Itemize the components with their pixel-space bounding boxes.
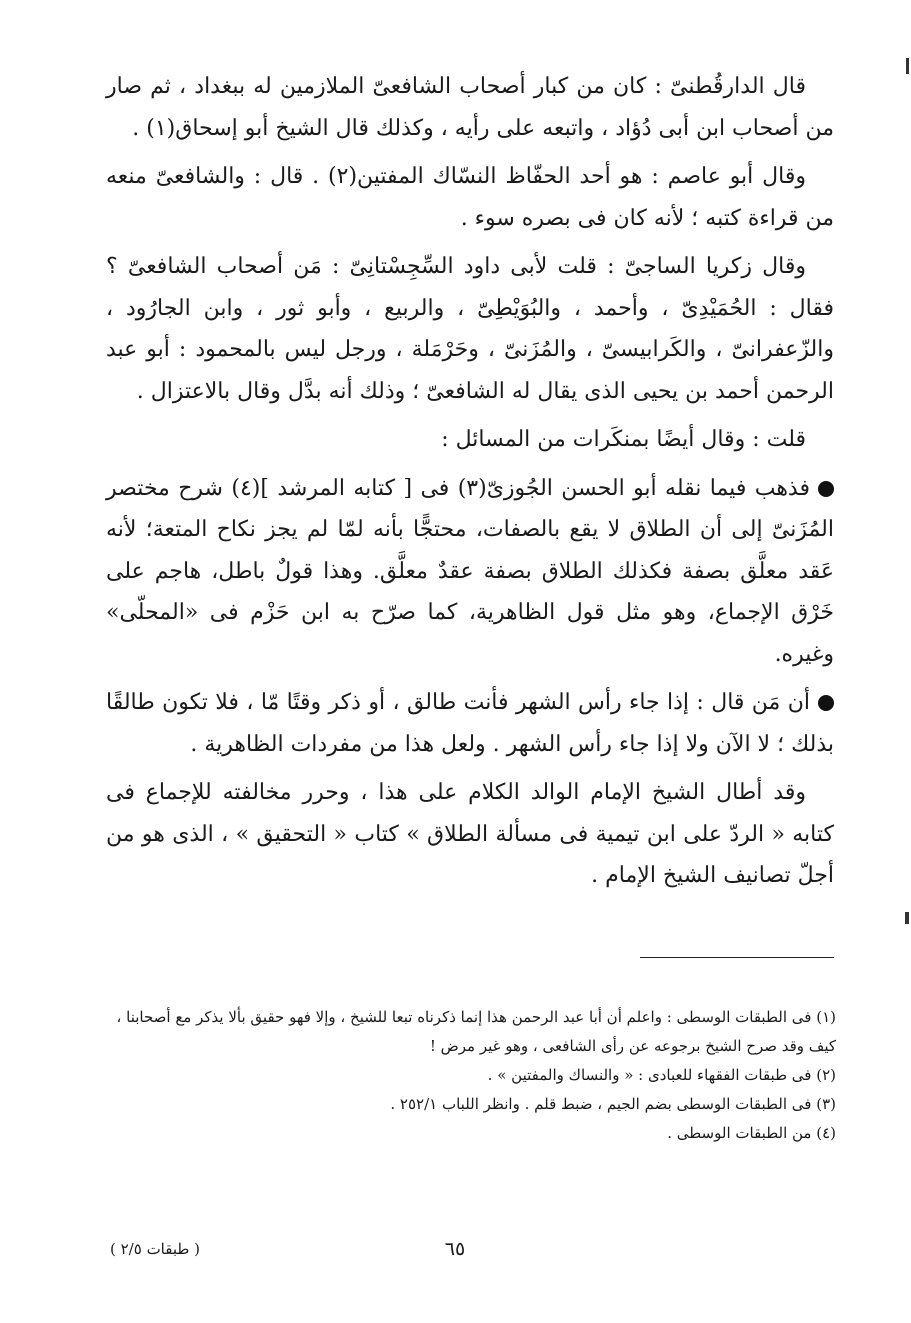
footnote-1: (١) فى الطبقات الوسطى : واعلم أن أبا عبد الرحمن هذا إنما ذكرناه تبعا للشيخ ، وإلا فهو حقيق بألا يذكر مع أصحابنا ، كيف وقد صرح الشيخ برجوعه عن رأى الشافعى ، وهو غير مرض ! [116,1008,836,1055]
paragraph-closing: وقد أطال الشيخ الإمام الوالد الكلام على هذا ، وحرر مخالفته للإجماع فى كتابه « الردّ على ابن تيمية فى مسألة الطلاق » كتاب « التحقيق » ، الذى هو من أجلّ تصانيف الشيخ الإمام . [106,780,834,888]
paragraph-munkarat-intro: قلت : وقال أيضًا بمنكَرات من المسائل : [441,427,806,452]
page-number: ٦٥ [444,1238,466,1260]
bullet-item-text: فذهب فيما نقله أبو الحسن الجُوزىّ(٣) فى [ كتابه المرشد ](٤) شرح مختصر المُزَنىّ إلى أن الطلاق لا يقع بالصفات، محتجًّا بأنه لمّا لم يجز نكاح المتعة؛ لأنه عَقد معلَّق بصفة فكذلك الطلاق بصفة عقدٌ معلَّق. وهذا قولٌ باطل، هاجم على خَرْق الإجماع، وهو مثل قول الظاهرية، كما صرّح به ابن حَزْم فى «المحلّى» وغيره. [106,475,834,667]
bullet-item-talaq-sifat [106,468,834,676]
footnote-divider [640,957,834,958]
bullet-dot-icon [818,481,834,497]
bullet-item-text: أن مَن قال : إذا جاء رأس الشهر فأنت طالق ، أو ذكر وقتًا مّا ، فلا تكون طالقًا بذلك ؛ لا الآن ولا إذا جاء رأس الشهر . ولعل هذا من مفردات الظاهرية . [106,690,834,757]
bullet-item-ras-shahr [106,682,834,765]
running-footer-signature: ( طبقات ٢/٥ ) [110,1240,200,1258]
bullet-dot-icon [818,695,834,711]
footnotes-section [104,1003,836,1148]
footnote-4: (٤) من الطبقات الوسطى . [667,1124,836,1142]
scan-edge-mark-middle [905,912,909,924]
scan-edge-mark-top [906,58,909,74]
paragraph-zakariya-saji: وقال زكريا الساجىّ : قلت لأبى داود السِّجِسْتانِىّ : مَن أصحاب الشافعىّ ؟ فقال : الحُمَيْدِىّ ، وأحمد ، والبُوَيْطِىّ ، والربيع ، وأبو ثور ، وابن الجارُود ، والزّعفرانىّ ، والكَرابيسىّ ، والمُزَنىّ ، وحَرْمَلة ، ورجل ليس بالمحمود : أبو عبد الرحمن أحمد بن يحيى الذى يقال له الشافعىّ ؛ وذلك أنه بدَّل وقال بالاعتزال . [106,254,834,404]
footnote-3: (٣) فى الطبقات الوسطى بضم الجيم ، ضبط قلم . وانظر اللباب ٢٥٢/١ . [390,1095,836,1113]
footnote-2: (٢) فى طبقات الفقهاء للعبادى : « والنساك والمفتين » . [487,1066,836,1084]
paragraph-abu-asim: وقال أبو عاصم : هو أحد الحفّاظ النسّاك المفتين(٢) . قال : والشافعىّ منعه من قراءة كتبه ؛ لأنه كان فى بصره سوء . [106,164,834,231]
main-text-body [106,66,834,904]
paragraph-daraqutni: قال الدارقُطنىّ : كان من كبار أصحاب الشافعىّ الملازمين له ببغداد ، ثم صار من أصحاب ابن أبى دُؤاد ، واتبعه على رأيه ، وكذلك قال الشيخ أبو إسحاق(١) . [106,74,834,141]
